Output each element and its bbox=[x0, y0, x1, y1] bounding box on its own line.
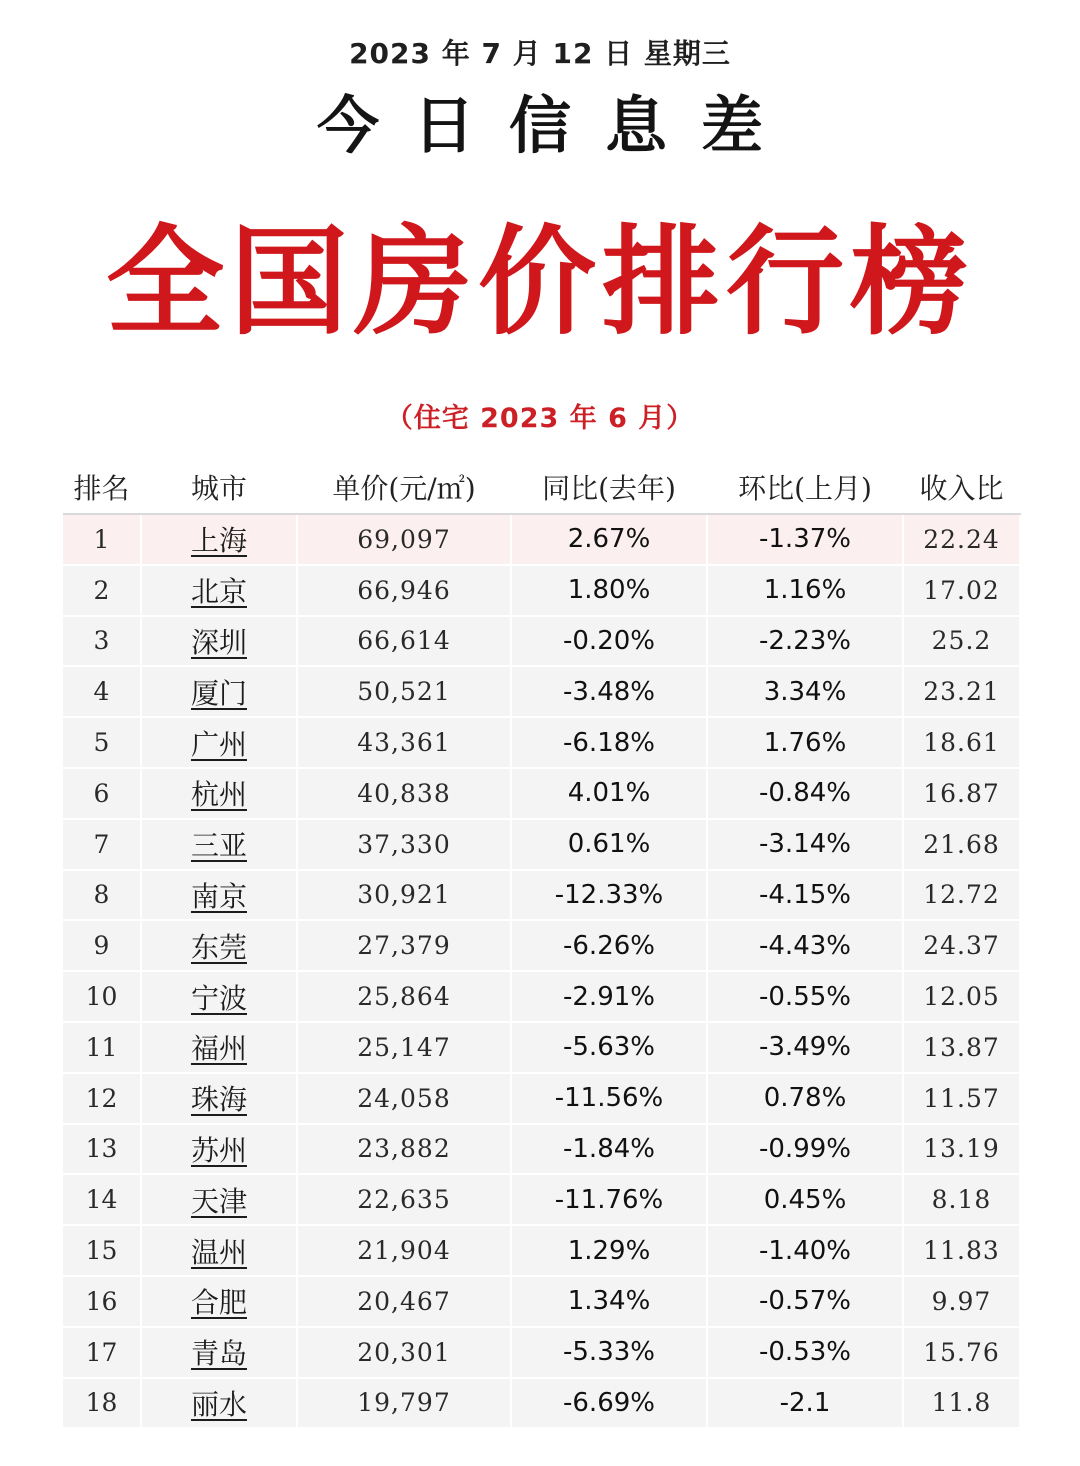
city-link[interactable]: 深圳 bbox=[190, 625, 247, 659]
city-link[interactable]: 宁波 bbox=[190, 981, 247, 1015]
city-cell bbox=[141, 666, 297, 717]
city-link[interactable]: 天津 bbox=[190, 1184, 247, 1218]
column-header-income-ratio: 收入比 bbox=[903, 461, 1020, 514]
yoy-change-cell: -1.84% bbox=[511, 1124, 707, 1175]
price-cell: 69,097 bbox=[297, 514, 511, 565]
rank-cell: 17 bbox=[63, 1327, 141, 1378]
mom-change-cell: 0.45% bbox=[707, 1174, 903, 1225]
column-header-mom: 环比(上月) bbox=[707, 461, 903, 514]
income-ratio-cell: 12.05 bbox=[903, 971, 1020, 1022]
mom-change-cell: -2.23% bbox=[707, 616, 903, 667]
price-cell: 24,058 bbox=[297, 1073, 511, 1124]
city-link[interactable]: 珠海 bbox=[190, 1083, 247, 1117]
table-body bbox=[63, 514, 1020, 1428]
price-cell: 21,904 bbox=[297, 1225, 511, 1276]
mom-change-cell: -4.43% bbox=[707, 920, 903, 971]
city-cell bbox=[141, 565, 297, 616]
income-ratio-cell: 17.02 bbox=[903, 565, 1020, 616]
rank-cell: 10 bbox=[63, 971, 141, 1022]
city-cell bbox=[141, 1174, 297, 1225]
mom-change-cell: -2.1 bbox=[707, 1378, 903, 1429]
yoy-change-cell: 2.67% bbox=[511, 514, 707, 565]
income-ratio-cell: 12.72 bbox=[903, 870, 1020, 921]
income-ratio-cell: 16.87 bbox=[903, 768, 1020, 819]
city-link[interactable]: 广州 bbox=[190, 727, 247, 761]
yoy-change-cell: 4.01% bbox=[511, 768, 707, 819]
income-ratio-cell: 11.83 bbox=[903, 1225, 1020, 1276]
table-row bbox=[63, 1327, 1020, 1378]
yoy-change-cell: -2.91% bbox=[511, 971, 707, 1022]
city-link[interactable]: 温州 bbox=[190, 1235, 247, 1269]
date-line: 2023 年 7 月 12 日 星期三 bbox=[349, 37, 731, 70]
price-cell: 66,946 bbox=[297, 565, 511, 616]
price-cell: 25,864 bbox=[297, 971, 511, 1022]
yoy-change-cell: 1.29% bbox=[511, 1225, 707, 1276]
yoy-change-cell: -11.76% bbox=[511, 1174, 707, 1225]
rank-cell: 2 bbox=[63, 565, 141, 616]
rank-cell: 8 bbox=[63, 870, 141, 921]
yoy-change-cell: 1.34% bbox=[511, 1276, 707, 1327]
rank-cell: 7 bbox=[63, 819, 141, 870]
price-cell: 22,635 bbox=[297, 1174, 511, 1225]
price-cell: 23,882 bbox=[297, 1124, 511, 1175]
city-cell bbox=[141, 514, 297, 565]
rank-cell: 13 bbox=[63, 1124, 141, 1175]
income-ratio-cell: 15.76 bbox=[903, 1327, 1020, 1378]
city-cell bbox=[141, 819, 297, 870]
yoy-change-cell: -6.18% bbox=[511, 717, 707, 768]
yoy-change-cell: -6.26% bbox=[511, 920, 707, 971]
rank-cell: 18 bbox=[63, 1378, 141, 1429]
income-ratio-cell: 21.68 bbox=[903, 819, 1020, 870]
price-cell: 50,521 bbox=[297, 666, 511, 717]
income-ratio-cell: 13.19 bbox=[903, 1124, 1020, 1175]
yoy-change-cell: -5.63% bbox=[511, 1022, 707, 1073]
price-cell: 19,797 bbox=[297, 1378, 511, 1429]
table-row bbox=[63, 514, 1020, 565]
city-cell bbox=[141, 971, 297, 1022]
rank-cell: 12 bbox=[63, 1073, 141, 1124]
table-row bbox=[63, 768, 1020, 819]
mom-change-cell: 1.76% bbox=[707, 717, 903, 768]
table-row bbox=[63, 971, 1020, 1022]
yoy-change-cell: -6.69% bbox=[511, 1378, 707, 1429]
city-link[interactable]: 厦门 bbox=[190, 676, 247, 710]
page-title: 全国房价排行榜 bbox=[105, 213, 974, 351]
mom-change-cell: -1.37% bbox=[707, 514, 903, 565]
income-ratio-cell: 13.87 bbox=[903, 1022, 1020, 1073]
table-row bbox=[63, 1124, 1020, 1175]
income-ratio-cell: 9.97 bbox=[903, 1276, 1020, 1327]
mom-change-cell: -1.40% bbox=[707, 1225, 903, 1276]
price-ranking-table bbox=[63, 461, 1021, 1429]
table-row bbox=[63, 565, 1020, 616]
price-cell: 37,330 bbox=[297, 819, 511, 870]
rank-cell: 14 bbox=[63, 1174, 141, 1225]
income-ratio-cell: 18.61 bbox=[903, 717, 1020, 768]
city-link[interactable]: 南京 bbox=[190, 879, 247, 913]
price-cell: 30,921 bbox=[297, 870, 511, 921]
table-row bbox=[63, 1225, 1020, 1276]
income-ratio-cell: 23.21 bbox=[903, 666, 1020, 717]
city-link[interactable]: 北京 bbox=[190, 575, 247, 609]
column-header-rank: 排名 bbox=[63, 461, 141, 514]
city-cell bbox=[141, 768, 297, 819]
price-cell: 20,301 bbox=[297, 1327, 511, 1378]
rank-cell: 4 bbox=[63, 666, 141, 717]
income-ratio-cell: 25.2 bbox=[903, 616, 1020, 667]
price-cell: 43,361 bbox=[297, 717, 511, 768]
price-cell: 25,147 bbox=[297, 1022, 511, 1073]
table-row bbox=[63, 717, 1020, 768]
city-cell bbox=[141, 920, 297, 971]
city-cell bbox=[141, 1225, 297, 1276]
city-link[interactable]: 青岛 bbox=[190, 1337, 247, 1371]
mom-change-cell: -4.15% bbox=[707, 870, 903, 921]
column-header-city: 城市 bbox=[141, 461, 297, 514]
table-row bbox=[63, 1174, 1020, 1225]
table-row bbox=[63, 1378, 1020, 1429]
price-cell: 20,467 bbox=[297, 1276, 511, 1327]
table-row bbox=[63, 666, 1020, 717]
rank-cell: 11 bbox=[63, 1022, 141, 1073]
city-cell bbox=[141, 870, 297, 921]
table-row bbox=[63, 1022, 1020, 1073]
rank-cell: 5 bbox=[63, 717, 141, 768]
city-cell bbox=[141, 1073, 297, 1124]
table-row bbox=[63, 819, 1020, 870]
price-cell: 27,379 bbox=[297, 920, 511, 971]
column-header-yoy: 同比(去年) bbox=[511, 461, 707, 514]
yoy-change-cell: -0.20% bbox=[511, 616, 707, 667]
yoy-change-cell: -3.48% bbox=[511, 666, 707, 717]
mom-change-cell: 0.78% bbox=[707, 1073, 903, 1124]
city-link[interactable]: 福州 bbox=[190, 1032, 247, 1066]
income-ratio-cell: 24.37 bbox=[903, 920, 1020, 971]
rank-cell: 16 bbox=[63, 1276, 141, 1327]
city-cell bbox=[141, 616, 297, 667]
income-ratio-cell: 11.8 bbox=[903, 1378, 1020, 1429]
city-link[interactable]: 丽水 bbox=[190, 1387, 247, 1421]
income-ratio-cell: 22.24 bbox=[903, 514, 1020, 565]
rank-cell: 15 bbox=[63, 1225, 141, 1276]
city-link[interactable]: 合肥 bbox=[190, 1286, 247, 1320]
rank-cell: 9 bbox=[63, 920, 141, 971]
column-header-price: 单价(元/㎡) bbox=[297, 461, 511, 514]
mom-change-cell: -0.53% bbox=[707, 1327, 903, 1378]
city-cell bbox=[141, 1022, 297, 1073]
table-row bbox=[63, 616, 1020, 667]
mom-change-cell: -0.55% bbox=[707, 971, 903, 1022]
table-row bbox=[63, 1276, 1020, 1327]
mom-change-cell: -3.49% bbox=[707, 1022, 903, 1073]
mom-change-cell: -3.14% bbox=[707, 819, 903, 870]
yoy-change-cell: 0.61% bbox=[511, 819, 707, 870]
city-link[interactable]: 苏州 bbox=[190, 1133, 247, 1167]
mom-change-cell: -0.84% bbox=[707, 768, 903, 819]
city-link[interactable]: 东莞 bbox=[190, 930, 247, 964]
period-note: （住宅 2023 年 6 月） bbox=[385, 403, 695, 434]
city-link[interactable]: 杭州 bbox=[190, 778, 247, 812]
city-link[interactable]: 上海 bbox=[190, 524, 247, 558]
city-cell bbox=[141, 1124, 297, 1175]
yoy-change-cell: 1.80% bbox=[511, 565, 707, 616]
mom-change-cell: 3.34% bbox=[707, 666, 903, 717]
mom-change-cell: 1.16% bbox=[707, 565, 903, 616]
price-cell: 66,614 bbox=[297, 616, 511, 667]
rank-cell: 3 bbox=[63, 616, 141, 667]
income-ratio-cell: 8.18 bbox=[903, 1174, 1020, 1225]
rank-cell: 6 bbox=[63, 768, 141, 819]
income-ratio-cell: 11.57 bbox=[903, 1073, 1020, 1124]
rank-cell: 1 bbox=[63, 514, 141, 565]
city-cell bbox=[141, 717, 297, 768]
table-row bbox=[63, 1073, 1020, 1124]
yoy-change-cell: -11.56% bbox=[511, 1073, 707, 1124]
city-cell bbox=[141, 1327, 297, 1378]
city-cell bbox=[141, 1276, 297, 1327]
yoy-change-cell: -5.33% bbox=[511, 1327, 707, 1378]
table-header-row bbox=[63, 461, 1020, 514]
subtitle: 今日信息差 bbox=[316, 89, 797, 162]
mom-change-cell: -0.99% bbox=[707, 1124, 903, 1175]
table-row bbox=[63, 870, 1020, 921]
table-row bbox=[63, 920, 1020, 971]
yoy-change-cell: -12.33% bbox=[511, 870, 707, 921]
price-cell: 40,838 bbox=[297, 768, 511, 819]
city-link[interactable]: 三亚 bbox=[190, 829, 247, 863]
city-cell bbox=[141, 1378, 297, 1429]
mom-change-cell: -0.57% bbox=[707, 1276, 903, 1327]
